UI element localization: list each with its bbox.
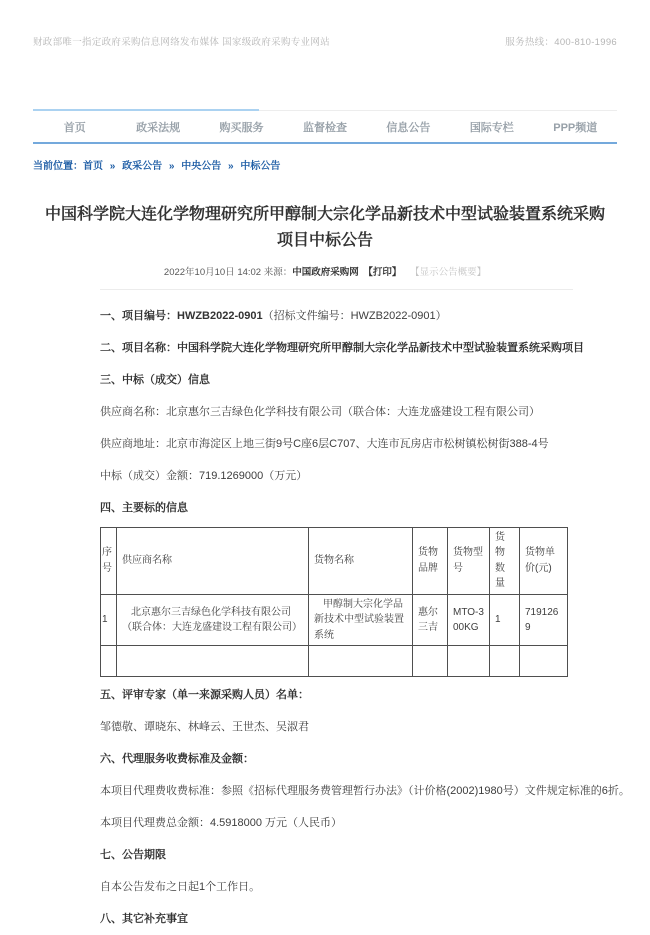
agency-fee-standard-line: 本项目代理费收费标准：参照《招标代理服务费管理暂行办法》（计价格(2002)1980号）文件规定标准的6折。 (100, 785, 630, 798)
breadcrumb-label: 当前位置： (33, 161, 83, 172)
supplier-name-line: 供应商名称：北京惠尔三吉绿色化学科技有限公司（联合体：大连龙盛建设工程有限公司） (100, 405, 540, 418)
goods-table-row (101, 594, 568, 646)
breadcrumb-procurement-notices[interactable]: 政采公告 (122, 161, 163, 172)
col-header-quantity: 货物数量 (490, 527, 520, 594)
breadcrumb-separator: » (168, 161, 175, 172)
breadcrumb-home[interactable]: 首页 (83, 161, 103, 172)
notice-period-line: 自本公告发布之日起1个工作日。 (100, 881, 261, 894)
col-header-unit-price: 货物单价(元) (520, 527, 568, 594)
agency-fee-total-line: 本项目代理费总金额：4.5918000 万元（人民币） (100, 817, 343, 830)
experts-list: 邹德敬、谭晓东、林峰云、王世杰、吴淑君 (100, 721, 309, 734)
section-main-subject: 四、主要标的信息 (100, 501, 188, 514)
nav-item-regulations[interactable]: 政采法规 (136, 121, 181, 134)
cell-unit-price: 7191269 (520, 594, 568, 646)
section-experts: 五、评审专家（单一来源采购人员）名单： (100, 689, 309, 702)
meta-divider (100, 289, 573, 290)
nav-item-home[interactable]: 首页 (63, 121, 86, 134)
nav-item-ppp[interactable]: PPP频道 (553, 121, 598, 134)
cell-brand: 惠尔三吉 (413, 594, 448, 646)
section-project-number: 一、项目编号：HWZB2022-0901（招标文件编号：HWZB2022-0901） (100, 309, 447, 322)
source-name: 中国政府采购网 (292, 266, 359, 278)
section-other-matters: 八、其它补充事宜 (100, 913, 188, 926)
col-header-goods-name: 货物名称 (309, 527, 413, 594)
section-notice-period: 七、公告期限 (100, 849, 166, 862)
nav-item-announcements[interactable]: 信息公告 (386, 121, 431, 134)
article-meta (0, 264, 650, 278)
breadcrumb-award-notices[interactable]: 中标公告 (240, 161, 281, 172)
nav-item-supervision[interactable]: 监督检查 (302, 121, 347, 134)
service-hotline: 服务热线：400-810-1996 (505, 37, 617, 48)
source-label: 来源： (263, 266, 293, 278)
goods-table-header-row (101, 527, 568, 594)
article-body (100, 300, 630, 935)
breadcrumb-separator: » (109, 161, 116, 172)
col-header-brand: 货物品牌 (413, 527, 448, 594)
goods-table-empty-row (101, 646, 568, 677)
show-summary-toggle[interactable]: 【显示公告概要】 (410, 266, 487, 278)
nav-item-international[interactable]: 国际专栏 (469, 121, 514, 134)
award-amount-line: 中标（成交）金额：719.1269000（万元） (100, 469, 308, 482)
section-agency-fee: 六、代理服务收费标准及金额： (100, 753, 254, 766)
nav-item-purchase-service[interactable]: 购买服务 (219, 121, 264, 134)
cell-model: MTO-300KG (448, 594, 490, 646)
breadcrumb-central-notices[interactable]: 中央公告 (181, 161, 222, 172)
page-title: 中国科学院大连化学物理研究所甲醇制大宗化学品新技术中型试验装置系统采购项目中标公告 (44, 206, 605, 250)
print-button[interactable]: 【打印】 (363, 266, 402, 278)
top-utility-bar (0, 0, 650, 48)
site-slogan: 财政部唯一指定政府采购信息网络发布媒体 国家级政府采购专业网站 (33, 37, 330, 48)
cell-quantity: 1 (490, 594, 520, 646)
section-project-name: 二、项目名称：中国科学院大连化学物理研究所甲醇制大宗化学品新技术中型试验装置系统采购项目 (100, 341, 584, 354)
cell-supplier: 北京惠尔三吉绿色化学科技有限公司（联合体：大连龙盛建设工程有限公司） (117, 594, 309, 646)
publish-datetime: 2022年10月10日 14:02 (163, 266, 262, 278)
breadcrumb-separator: » (228, 161, 234, 172)
section-award-info: 三、中标（成交）信息 (100, 373, 210, 386)
cell-goods-name: 甲醇制大宗化学品新技术中型试验装置系统 (309, 594, 413, 646)
breadcrumb (33, 157, 617, 172)
col-header-seq: 序号 (101, 527, 117, 594)
col-header-model: 货物型号 (448, 527, 490, 594)
cell-seq: 1 (101, 594, 117, 646)
col-header-supplier: 供应商名称 (117, 527, 309, 594)
supplier-address-line: 供应商地址：北京市海淀区上地三街9号C座6层C707、大连市瓦房店市松树镇松树街388-4号 (100, 437, 549, 450)
goods-table (100, 527, 568, 678)
main-nav (33, 110, 617, 144)
